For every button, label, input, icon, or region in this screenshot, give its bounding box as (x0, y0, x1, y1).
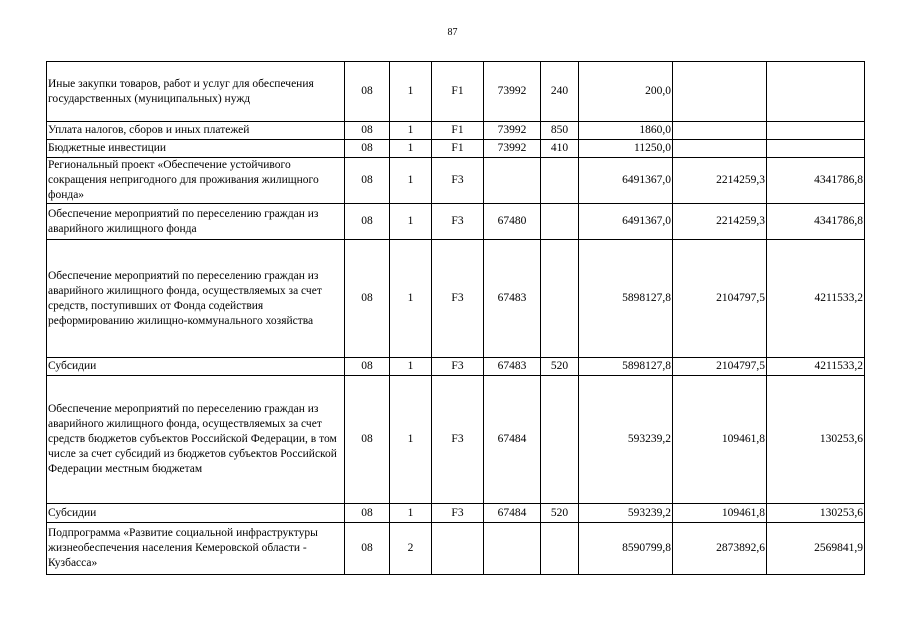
program-code: F3 (432, 158, 484, 204)
amount-year-2: 2214259,3 (673, 158, 767, 204)
program-code: F1 (432, 140, 484, 158)
section-code: 08 (345, 122, 390, 140)
subsection-code: 1 (390, 62, 432, 122)
expense-type-code: 410 (541, 140, 579, 158)
amount-year-1: 8590799,8 (579, 523, 673, 575)
table-row (47, 240, 865, 358)
row-name: Субсидии (47, 358, 345, 376)
direction-code (484, 523, 541, 575)
amount-year-3 (767, 140, 865, 158)
section-code: 08 (345, 204, 390, 240)
section-code: 08 (345, 240, 390, 358)
amount-year-2 (673, 140, 767, 158)
amount-year-1: 6491367,0 (579, 204, 673, 240)
section-code: 08 (345, 523, 390, 575)
table-row (47, 504, 865, 523)
direction-code: 67483 (484, 240, 541, 358)
amount-year-3: 130253,6 (767, 376, 865, 504)
program-code: F3 (432, 358, 484, 376)
program-code: F3 (432, 204, 484, 240)
amount-year-2: 2104797,5 (673, 240, 767, 358)
row-name: Обеспечение мероприятий по переселению граждан из аварийного жилищного фонда, осуществляемых за счет средств бюджетов субъектов Российской Федерации, в том числе за счет субсидий из бюджетов субъектов Российской Федерации местным бюджетам (47, 376, 345, 504)
row-name: Обеспечение мероприятий по переселению граждан из аварийного жилищного фонда, осуществляемых за счет средств, поступивших от Фонда содействия реформированию жилищно-коммунального хозяйства (47, 240, 345, 358)
subsection-code: 1 (390, 358, 432, 376)
amount-year-3: 4341786,8 (767, 158, 865, 204)
amount-year-1: 11250,0 (579, 140, 673, 158)
amount-year-3: 4211533,2 (767, 240, 865, 358)
program-code (432, 523, 484, 575)
page-number: 87 (447, 27, 458, 38)
expense-type-code: 240 (541, 62, 579, 122)
amount-year-2: 2873892,6 (673, 523, 767, 575)
program-code: F3 (432, 240, 484, 358)
amount-year-2: 2104797,5 (673, 358, 767, 376)
program-code: F1 (432, 122, 484, 140)
direction-code (484, 158, 541, 204)
amount-year-1: 5898127,8 (579, 358, 673, 376)
expense-type-code (541, 158, 579, 204)
subsection-code: 1 (390, 376, 432, 504)
direction-code: 67484 (484, 376, 541, 504)
section-code: 08 (345, 504, 390, 523)
expense-type-code (541, 204, 579, 240)
expense-type-code: 520 (541, 504, 579, 523)
subsection-code: 1 (390, 504, 432, 523)
direction-code: 67483 (484, 358, 541, 376)
subsection-code: 1 (390, 158, 432, 204)
amount-year-1: 593239,2 (579, 504, 673, 523)
amount-year-2: 109461,8 (673, 504, 767, 523)
table-row (47, 523, 865, 575)
amount-year-2: 109461,8 (673, 376, 767, 504)
program-code: F3 (432, 376, 484, 504)
amount-year-3: 4341786,8 (767, 204, 865, 240)
row-name: Подпрограмма «Развитие социальной инфраструктуры жизнеобеспечения населения Кемеровской области - Кузбасса» (47, 523, 345, 575)
amount-year-2 (673, 122, 767, 140)
amount-year-3 (767, 122, 865, 140)
budget-table (46, 61, 865, 575)
subsection-code: 1 (390, 122, 432, 140)
row-name: Обеспечение мероприятий по переселению граждан из аварийного жилищного фонда (47, 204, 345, 240)
amount-year-1: 593239,2 (579, 376, 673, 504)
amount-year-2 (673, 62, 767, 122)
subsection-code: 1 (390, 204, 432, 240)
direction-code: 67480 (484, 204, 541, 240)
amount-year-1: 5898127,8 (579, 240, 673, 358)
direction-code: 73992 (484, 122, 541, 140)
row-name: Уплата налогов, сборов и иных платежей (47, 122, 345, 140)
direction-code: 73992 (484, 140, 541, 158)
section-code: 08 (345, 376, 390, 504)
row-name: Региональный проект «Обеспечение устойчивого сокращения непригодного для проживания жилищного фонда» (47, 158, 345, 204)
section-code: 08 (345, 140, 390, 158)
section-code: 08 (345, 158, 390, 204)
subsection-code: 2 (390, 523, 432, 575)
row-name: Иные закупки товаров, работ и услуг для обеспечения государственных (муниципальных) нужд (47, 62, 345, 122)
program-code: F3 (432, 504, 484, 523)
amount-year-1: 200,0 (579, 62, 673, 122)
table-row (47, 358, 865, 376)
amount-year-3 (767, 62, 865, 122)
direction-code: 73992 (484, 62, 541, 122)
row-name: Субсидии (47, 504, 345, 523)
amount-year-3: 4211533,2 (767, 358, 865, 376)
row-name: Бюджетные инвестиции (47, 140, 345, 158)
table-row (47, 158, 865, 204)
amount-year-3: 2569841,9 (767, 523, 865, 575)
section-code: 08 (345, 358, 390, 376)
program-code: F1 (432, 62, 484, 122)
subsection-code: 1 (390, 240, 432, 358)
expense-type-code (541, 523, 579, 575)
table-row (47, 62, 865, 122)
amount-year-3: 130253,6 (767, 504, 865, 523)
table-row (47, 376, 865, 504)
amount-year-1: 6491367,0 (579, 158, 673, 204)
section-code: 08 (345, 62, 390, 122)
expense-type-code (541, 376, 579, 504)
table-row (47, 140, 865, 158)
expense-type-code: 850 (541, 122, 579, 140)
table-row (47, 204, 865, 240)
table-row (47, 122, 865, 140)
expense-type-code (541, 240, 579, 358)
direction-code: 67484 (484, 504, 541, 523)
expense-type-code: 520 (541, 358, 579, 376)
subsection-code: 1 (390, 140, 432, 158)
amount-year-1: 1860,0 (579, 122, 673, 140)
amount-year-2: 2214259,3 (673, 204, 767, 240)
